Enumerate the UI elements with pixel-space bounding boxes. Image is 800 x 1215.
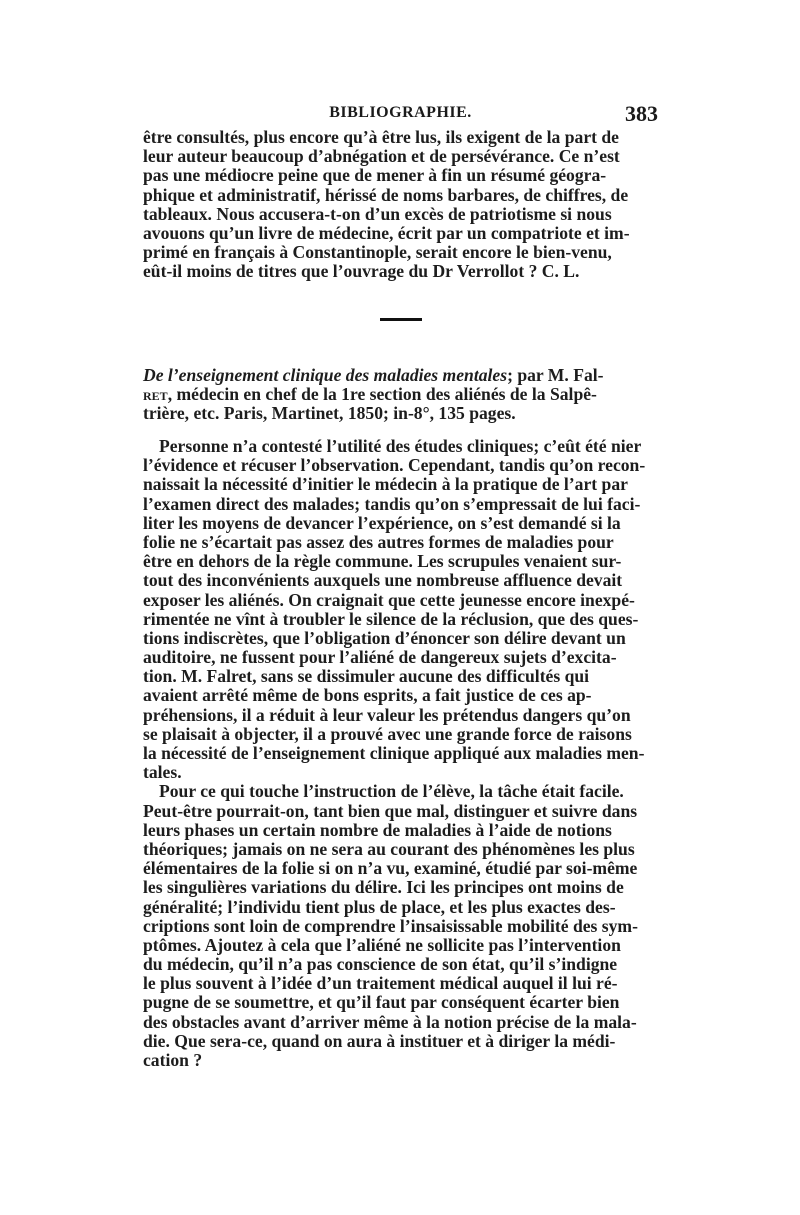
text-line: élémentaires de la folie si on n’a vu, examiné, étudié par soi-même [143,858,638,879]
review-heading-text: , médecin en chef de la 1re section des aliénés de la Salpê- [167,384,597,405]
text-line: Personne n’a contesté l’utilité des études cliniques; c’eût été nier [159,436,642,456]
text-line: auditoire, ne fussent pour l’aliéné de dangereux sujets d’excita- [143,647,617,668]
text-line: liter les moyens de devancer l’expérience, on s’est demandé si la [143,512,621,533]
text-line: le plus souvent à l’idée d’un traitement médical auquel il lui ré- [143,973,618,994]
text-line: théoriques; jamais on ne sera au courant des phénomènes les plus [143,838,635,859]
text-line: phique et administratif, hérissé de noms barbares, de chiffres, de [143,184,629,205]
text-line: se plaisait à objecter, il a prouvé avec une grande force de raisons [143,723,632,744]
text-line: tableaux. Nous accusera-t-on d’un excès de patriotisme si nous [143,203,612,224]
text-line: leurs phases un certain nombre de maladies à l’aide de notions [143,819,612,840]
text-line: tales. [143,762,182,783]
review-heading-text: ; par M. Fal- [507,365,604,385]
text-line: la nécessité de l’enseignement clinique appliqué aux maladies men- [143,743,645,763]
text-line: exposer les aliénés. On craignait que cette jeunesse encore inexpé- [143,589,635,610]
review-book-title: De l’enseignement clinique des maladies mentales [143,365,508,385]
text-line: rimentée ne vînt à troubler le silence de la réclusion, que des ques- [143,608,639,629]
text-line: généralité; l’individu tient plus de place, et les plus exactes des- [143,896,616,917]
text-line: pas une médiocre peine que de mener à fin un résumé géogra- [143,165,607,186]
text-line: primé en français à Constantinople, serait encore le bien-venu, [143,242,612,263]
text-line: folie ne s’écartait pas assez des autres formes de maladies pour [143,531,614,552]
text-line: les singulières variations du délire. Ici les principes ont moins de [143,877,624,898]
text-line: Pour ce qui touche l’instruction de l’élève, la tâche était facile. [159,781,624,802]
review-heading [143,366,658,424]
text-line: tions indiscrètes, que l’obligation d’énoncer son délire devant un [143,627,626,648]
text-line: pugne de se soumettre, et qu’il faut par conséquent écarter bien [143,992,620,1013]
text-line: préhensions, il a réduit à leur valeur les prétendus dangers qu’on [143,704,631,725]
running-head [143,101,658,129]
text-line: tout des inconvénients auxquels une nombreuse affluence devait [143,570,623,591]
section-separator-rule [380,318,422,321]
text-line: naissait la nécessité d’initier le médecin à la pratique de l’art par [143,474,628,495]
review-author-name: ret [143,384,168,405]
text-line: cation ? [143,1050,203,1070]
text-line: Peut-être pourrait-on, tant bien que mal, distinguer et suivre dans [143,800,638,821]
text-line: du médecin, qu’il n’a pas conscience de son état, qu’il s’indigne [143,954,618,975]
text-line: eût-il moins de titres que l’ouvrage du Dr Verrollot ? C. L. [143,261,580,282]
review-heading-line-3: trière, etc. Paris, Martinet, 1850; in-8°, 135 pages. [143,403,516,424]
review-body [143,437,658,1070]
page-number: 383 [625,101,658,126]
text-line: avaient arrêté même de bons esprits, a fait justice de ces ap- [143,685,592,706]
text-line: être consultés, plus encore qu’à être lus, ils exigent de la part de [143,127,619,147]
review-heading-line-1 [143,366,658,385]
text-line: criptions sont loin de comprendre l’insaisissable mobilité des sym- [143,915,638,936]
first-paragraph [143,128,658,282]
text-line: leur auteur beaucoup d’abnégation et de persévérance. Ce n’est [143,146,620,167]
text-line: ptômes. Ajoutez à cela que l’aliéné ne sollicite pas l’intervention [143,934,621,955]
text-line: avouons qu’un livre de médecine, écrit par un compatriote et im- [143,222,630,243]
text-line: l’évidence et récuser l’observation. Cependant, tandis qu’on recon- [143,455,646,476]
text-line: l’examen direct des malades; tandis qu’on s’empressait de lui faci- [143,493,641,514]
text-line: être en dehors de la règle commune. Les scrupules venaient sur- [143,551,622,572]
text-line: des obstacles avant d’arriver même à la notion précise de la mala- [143,1011,637,1032]
review-heading-line-2 [143,385,658,404]
text-line: tion. M. Falret, sans se dissimuler aucune des difficultés qui [143,666,590,687]
running-title: BIBLIOGRAPHIE. [329,104,472,121]
text-line: die. Que sera-ce, quand on aura à instituer et à diriger la médi- [143,1030,616,1051]
